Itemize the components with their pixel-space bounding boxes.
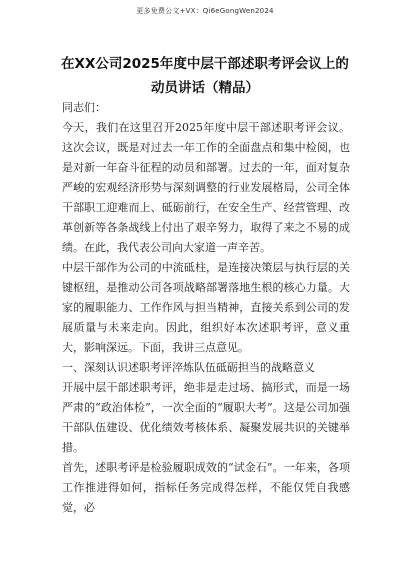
body-paragraph: 首先，述职考评是检验履职成效的“试金石”。一年来，各项工作推进得如何，指标任务完成得怎样，不能仅凭自我感觉，必 — [62, 461, 350, 514]
body-paragraph: 今天，我们在这里召开2025年度中层干部述职考评会议。这次会议，既是对过去一年工作的全面盘点和集中检阅，也是对新一年奋斗征程的动员和部署。过去的一年，面对复杂严峻的宏观经济形势与深刻调整的行业发展格局，公司全体干部职工迎难而上、砥砺前行，在安全生产、经营管理、改革创新等各条战线上付出了艰辛努力，取得了来之不易的成绩。在此，我代表公司向大家道一声辛苦。 — [62, 121, 350, 254]
header-note: 更多免费公文+VX：Qi6eGongWen2024 — [136, 7, 274, 15]
salutation: 同志们： — [62, 101, 106, 114]
document-body — [62, 98, 350, 518]
section-heading: 一、深刻认识述职考评淬炼队伍砥砺担当的战略意义 — [62, 361, 315, 374]
document-title: 在XX公司2025年度中层干部述职考评会议上的动员讲话（精品） — [61, 56, 349, 96]
body-paragraph: 开展中层干部述职考评，绝非是走过场、搞形式，而是一场严肃的“政治体检”，一次全面的“履职大考”。这是公司加强干部队伍建设、优化绩效考核体系、凝聚发展共识的关键举措。 — [62, 381, 350, 454]
body-paragraph: 中层干部作为公司的中流砥柱，是连接决策层与执行层的关键枢纽，是推动公司各项战略部署落地生根的核心力量。大家的履职能力、工作作风与担当精神，直接关系到公司的发展质量与未来走向。因此，组织好本次述职考评，意义重大，影响深远。下面，我讲三点意见。 — [62, 261, 350, 354]
